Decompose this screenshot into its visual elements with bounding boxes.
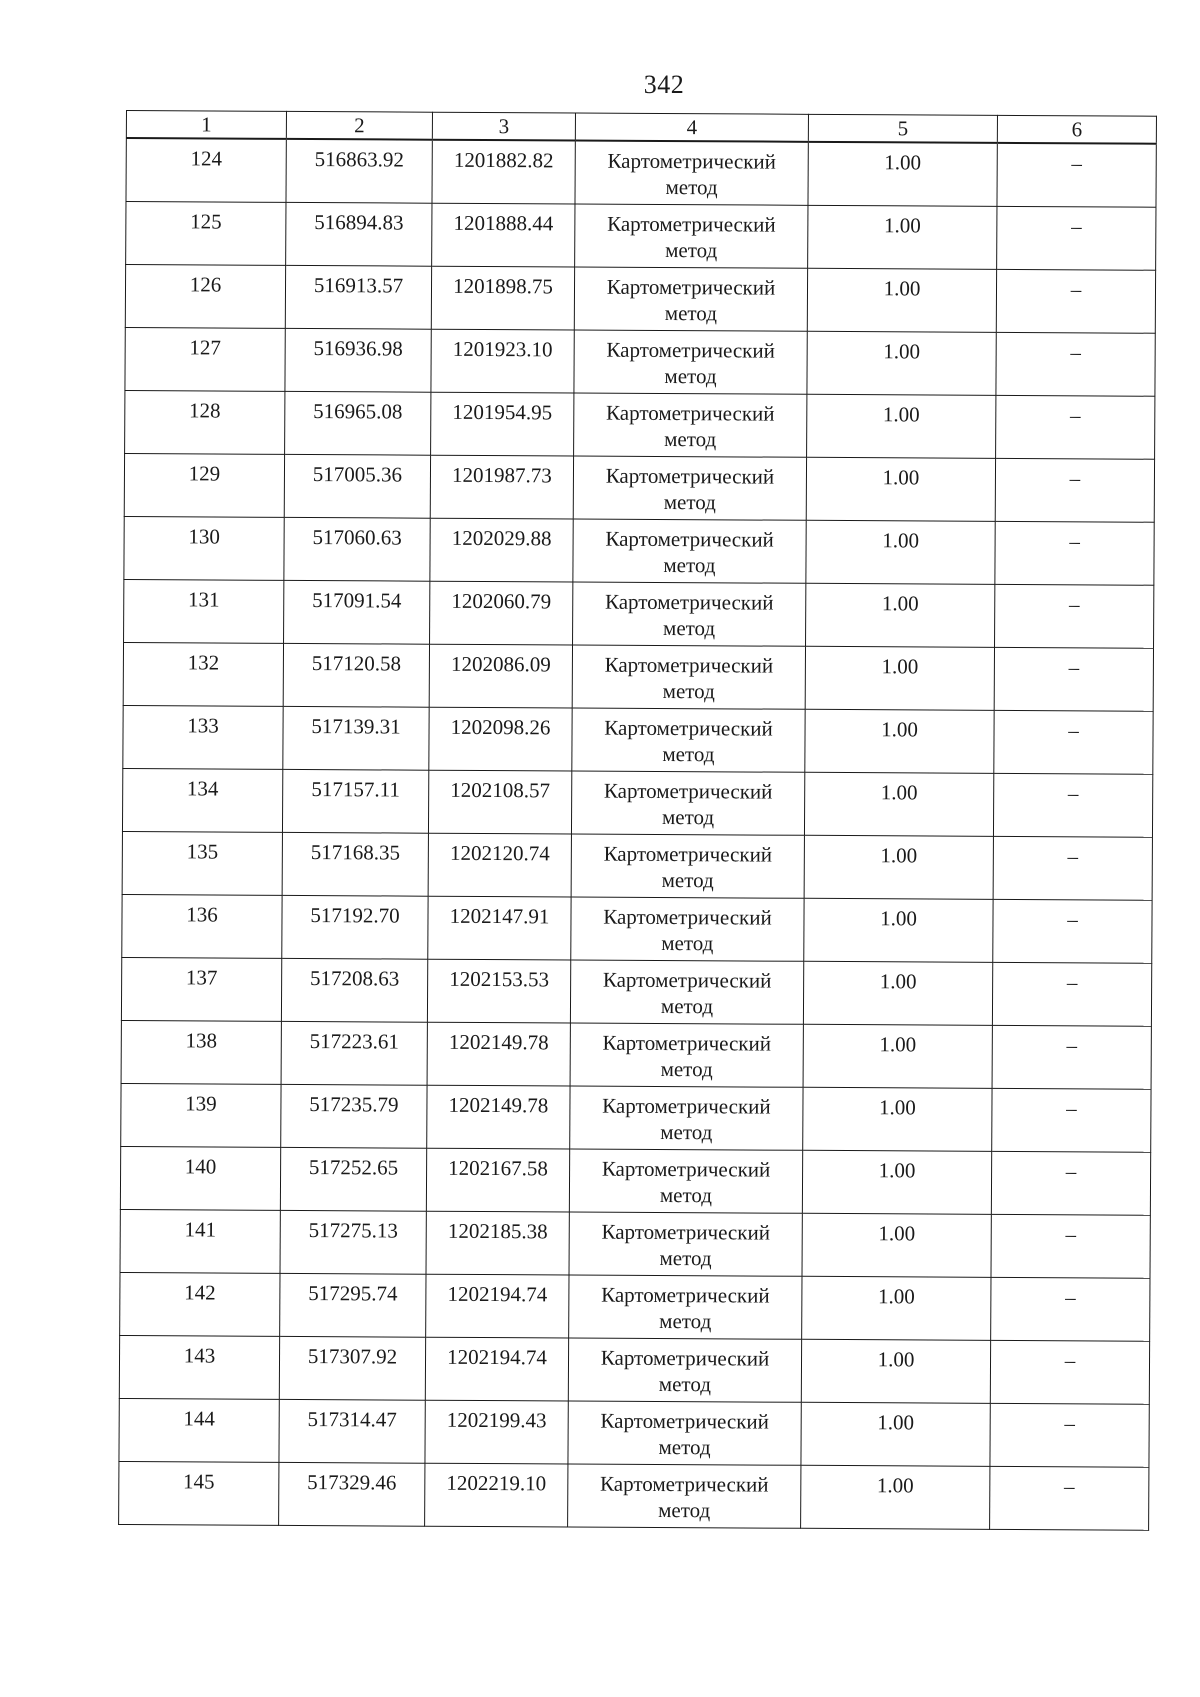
accuracy-cell: 1.00	[808, 205, 997, 269]
y-coordinate-cell: 1202185.38	[426, 1211, 569, 1275]
table-row	[121, 1020, 1151, 1089]
accuracy-cell: 1.00	[803, 1024, 992, 1088]
table-row	[126, 201, 1156, 270]
x-coordinate-cell: 516913.57	[285, 265, 431, 329]
table-row	[120, 1272, 1150, 1341]
description-cell: –	[990, 1340, 1149, 1404]
description-cell: –	[992, 1088, 1151, 1152]
x-coordinate-cell: 517275.13	[280, 1210, 426, 1274]
accuracy-cell: 1.00	[806, 457, 995, 521]
y-coordinate-cell: 1202194.74	[425, 1337, 568, 1401]
x-coordinate-cell: 517168.35	[282, 832, 428, 896]
description-cell: –	[991, 1151, 1150, 1215]
method-cell: Картометрический метод	[574, 393, 807, 457]
x-coordinate-cell: 517157.11	[282, 769, 428, 833]
table-row	[124, 579, 1154, 648]
column-header: 2	[286, 111, 432, 139]
y-coordinate-cell: 1202153.53	[427, 959, 570, 1023]
x-coordinate-cell: 516863.92	[286, 139, 432, 203]
x-coordinate-cell: 516894.83	[286, 202, 432, 266]
point-number-cell: 125	[126, 201, 286, 265]
table-body	[119, 138, 1157, 1530]
accuracy-cell: 1.00	[802, 1276, 991, 1340]
accuracy-cell: 1.00	[801, 1402, 990, 1466]
description-cell: –	[996, 269, 1155, 333]
x-coordinate-cell: 516936.98	[285, 328, 431, 392]
method-cell: Картометрический метод	[573, 519, 806, 583]
table-row	[122, 894, 1152, 963]
table-row	[120, 1209, 1150, 1278]
table-row	[120, 1146, 1150, 1215]
method-cell: Картометрический метод	[572, 708, 805, 772]
accuracy-cell: 1.00	[802, 1213, 991, 1277]
accuracy-cell: 1.00	[801, 1465, 990, 1529]
table-row	[122, 831, 1152, 900]
method-cell: Картометрический метод	[575, 141, 808, 205]
point-number-cell: 140	[120, 1146, 280, 1210]
column-header: 4	[575, 113, 808, 142]
point-number-cell: 127	[125, 327, 285, 391]
column-header: 6	[997, 115, 1156, 143]
accuracy-cell: 1.00	[805, 709, 994, 773]
method-cell: Картометрический метод	[570, 959, 803, 1023]
description-cell: –	[992, 1025, 1151, 1089]
point-number-cell: 143	[119, 1335, 279, 1399]
method-cell: Картометрический метод	[568, 1463, 801, 1527]
description-cell: –	[994, 647, 1153, 711]
point-number-cell: 135	[122, 831, 282, 895]
y-coordinate-cell: 1202029.88	[430, 518, 573, 582]
accuracy-cell: 1.00	[806, 520, 995, 584]
coordinates-table	[118, 110, 1157, 1530]
y-coordinate-cell: 1202149.78	[427, 1022, 570, 1086]
accuracy-cell: 1.00	[806, 583, 995, 647]
method-cell: Картометрический метод	[571, 771, 804, 835]
x-coordinate-cell: 517060.63	[284, 517, 430, 581]
x-coordinate-cell: 517235.79	[281, 1084, 427, 1148]
column-header: 1	[126, 111, 286, 139]
description-cell: –	[994, 710, 1153, 774]
y-coordinate-cell: 1201882.82	[432, 140, 575, 204]
x-coordinate-cell: 517120.58	[283, 643, 429, 707]
y-coordinate-cell: 1201888.44	[432, 203, 575, 267]
point-number-cell: 144	[119, 1398, 279, 1462]
accuracy-cell: 1.00	[807, 268, 996, 332]
x-coordinate-cell: 517295.74	[280, 1273, 426, 1337]
description-cell: –	[990, 1466, 1149, 1530]
point-number-cell: 134	[122, 768, 282, 832]
x-coordinate-cell: 517192.70	[282, 895, 428, 959]
description-cell: –	[996, 332, 1155, 396]
description-cell: –	[997, 206, 1156, 270]
y-coordinate-cell: 1202149.78	[427, 1085, 570, 1149]
accuracy-cell: 1.00	[804, 835, 993, 899]
table-row	[122, 768, 1152, 837]
x-coordinate-cell: 517139.31	[283, 706, 429, 770]
y-coordinate-cell: 1201954.95	[431, 392, 574, 456]
table-row	[125, 390, 1155, 459]
description-cell: –	[991, 1214, 1150, 1278]
y-coordinate-cell: 1202086.09	[429, 644, 572, 708]
point-number-cell: 129	[124, 453, 284, 517]
accuracy-cell: 1.00	[801, 1339, 990, 1403]
method-cell: Картометрический метод	[569, 1148, 802, 1212]
x-coordinate-cell: 517223.61	[281, 1021, 427, 1085]
table-row	[121, 957, 1151, 1026]
y-coordinate-cell: 1202167.58	[426, 1148, 569, 1212]
y-coordinate-cell: 1202199.43	[425, 1400, 568, 1464]
table-row	[124, 453, 1154, 522]
table-row	[121, 1083, 1151, 1152]
description-cell: –	[995, 521, 1154, 585]
accuracy-cell: 1.00	[807, 394, 996, 458]
method-cell: Картометрический метод	[571, 833, 804, 897]
description-cell: –	[997, 143, 1156, 207]
description-cell: –	[991, 1277, 1150, 1341]
accuracy-cell: 1.00	[803, 961, 992, 1025]
y-coordinate-cell: 1201923.10	[431, 329, 574, 393]
point-number-cell: 128	[125, 390, 285, 454]
description-cell: –	[995, 458, 1154, 522]
description-cell: –	[993, 899, 1152, 963]
point-number-cell: 124	[126, 138, 286, 202]
method-cell: Картометрический метод	[569, 1274, 802, 1338]
accuracy-cell: 1.00	[805, 646, 994, 710]
point-number-cell: 142	[120, 1272, 280, 1336]
x-coordinate-cell: 517314.47	[279, 1399, 425, 1463]
column-header: 5	[808, 114, 997, 143]
description-cell: –	[995, 584, 1154, 648]
y-coordinate-cell: 1202120.74	[428, 833, 571, 897]
description-cell: –	[990, 1403, 1149, 1467]
table-row	[125, 327, 1155, 396]
accuracy-cell: 1.00	[808, 142, 997, 206]
method-cell: Картометрический метод	[571, 896, 804, 960]
y-coordinate-cell: 1202060.79	[430, 581, 573, 645]
point-number-cell: 139	[121, 1083, 281, 1147]
method-cell: Картометрический метод	[573, 582, 806, 646]
table-row	[123, 705, 1153, 774]
point-number-cell: 131	[124, 579, 284, 643]
x-coordinate-cell: 517208.63	[281, 958, 427, 1022]
description-cell: –	[993, 773, 1152, 837]
method-cell: Картометрический метод	[572, 645, 805, 709]
method-cell: Картометрический метод	[574, 267, 807, 331]
accuracy-cell: 1.00	[804, 772, 993, 836]
table-row	[125, 264, 1155, 333]
method-cell: Картометрический метод	[575, 204, 808, 268]
x-coordinate-cell: 517252.65	[280, 1147, 426, 1211]
description-cell: –	[992, 962, 1151, 1026]
y-coordinate-cell: 1202219.10	[425, 1463, 568, 1527]
point-number-cell: 145	[119, 1461, 279, 1525]
method-cell: Картометрический метод	[570, 1022, 803, 1086]
x-coordinate-cell: 517005.36	[284, 454, 430, 518]
x-coordinate-cell: 517091.54	[284, 580, 430, 644]
y-coordinate-cell: 1202194.74	[426, 1274, 569, 1338]
accuracy-cell: 1.00	[804, 898, 993, 962]
method-cell: Картометрический метод	[568, 1337, 801, 1401]
y-coordinate-cell: 1201898.75	[431, 266, 574, 330]
accuracy-cell: 1.00	[807, 331, 996, 395]
table-row	[119, 1398, 1149, 1467]
point-number-cell: 136	[122, 894, 282, 958]
method-cell: Картометрический метод	[569, 1211, 802, 1275]
x-coordinate-cell: 516965.08	[285, 391, 431, 455]
x-coordinate-cell: 517307.92	[279, 1336, 425, 1400]
y-coordinate-cell: 1201987.73	[430, 455, 573, 519]
y-coordinate-cell: 1202147.91	[428, 896, 571, 960]
accuracy-cell: 1.00	[803, 1087, 992, 1151]
table-row	[123, 642, 1153, 711]
point-number-cell: 138	[121, 1020, 281, 1084]
point-number-cell: 130	[124, 516, 284, 580]
table-row	[126, 138, 1156, 207]
point-number-cell: 141	[120, 1209, 280, 1273]
x-coordinate-cell: 517329.46	[279, 1462, 425, 1526]
method-cell: Картометрический метод	[570, 1085, 803, 1149]
method-cell: Картометрический метод	[574, 330, 807, 394]
point-number-cell: 133	[123, 705, 283, 769]
description-cell: –	[996, 395, 1155, 459]
y-coordinate-cell: 1202098.26	[429, 707, 572, 771]
accuracy-cell: 1.00	[802, 1150, 991, 1214]
description-cell: –	[993, 836, 1152, 900]
column-header: 3	[432, 112, 575, 140]
method-cell: Картометрический метод	[573, 456, 806, 520]
table-row	[119, 1461, 1149, 1530]
y-coordinate-cell: 1202108.57	[428, 770, 571, 834]
table-row	[119, 1335, 1149, 1404]
method-cell: Картометрический метод	[568, 1400, 801, 1464]
point-number-cell: 126	[125, 264, 285, 328]
table-row	[124, 516, 1154, 585]
page-number: 342	[643, 70, 685, 99]
point-number-cell: 132	[123, 642, 283, 706]
point-number-cell: 137	[121, 957, 281, 1021]
